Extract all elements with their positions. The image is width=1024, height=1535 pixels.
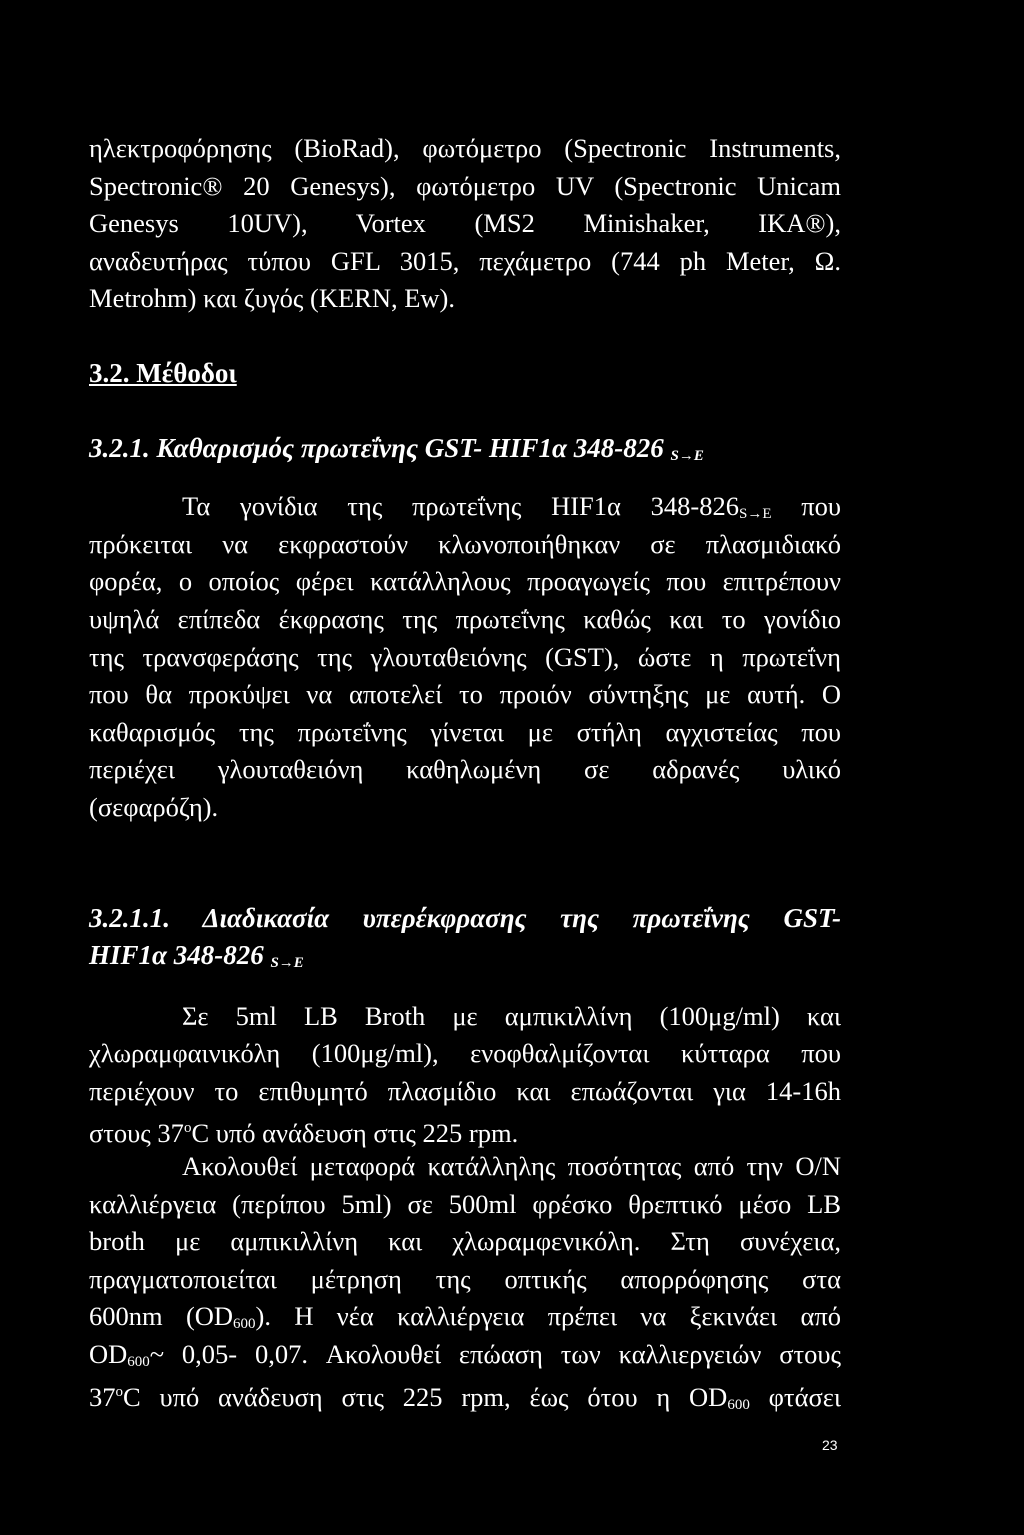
text-span: στους 37 — [89, 1118, 184, 1149]
text-line: αναδευτήρας τύπου GFL 3015, πεχάμετρο (744 ph Meter, Ω. — [89, 245, 841, 276]
superscript: o — [183, 1120, 192, 1137]
text-span: 600nm (OD — [89, 1301, 234, 1332]
page-number: 23 — [822, 1437, 838, 1453]
subscript: 600 — [233, 1316, 256, 1333]
text-line: broth με αμπικιλλίνη και χλωραμφενικόλη. Στη συνέχεια, — [89, 1226, 841, 1257]
text-span: 37 — [89, 1381, 116, 1412]
text-line: πρόκειται να εκφραστούν κλωνοποιήθηκαν σε πλασμιδιακό — [89, 528, 841, 559]
subsection-heading-text: 3.2.1. Καθαρισμός πρωτεΐνης GST- HIF1α 348-826 — [89, 432, 664, 463]
text-span: C υπό ανάδευση στις 225 rpm. — [191, 1118, 519, 1149]
text-line: Ακολουθεί μεταφορά κατάλληλης ποσότητας από την O/N — [182, 1151, 841, 1182]
subsubsection-heading-line — [89, 937, 841, 975]
text-line: πραγματοποιείται μέτρηση της οπτικής απορρόφησης στα — [89, 1263, 841, 1294]
paragraph-transfer — [89, 1148, 841, 1411]
text-span: OD — [89, 1339, 128, 1370]
text-span: φτάσει — [749, 1381, 841, 1412]
text-line: (σεφαρόζη). — [89, 791, 219, 822]
text-span: που — [771, 491, 842, 522]
paragraph-culture — [89, 998, 841, 1148]
text-line — [89, 1298, 841, 1336]
text-line — [89, 1110, 841, 1148]
subscript: 600 — [727, 1396, 750, 1413]
text-line: της τρανσφεράσης της γλουταθειόνης (GST), ώστε η πρωτεΐνη — [89, 641, 841, 672]
subscript: 600 — [127, 1354, 150, 1371]
text-line: ηλεκτροφόρησης (BioRad), φωτόμετρο (Spectronic Instruments, — [89, 133, 841, 163]
superscript: o — [115, 1383, 123, 1400]
text-line: Genesys 10UV), Vortex (MS2 Minishaker, IKA®), — [89, 208, 841, 239]
text-line: φορέα, ο οποίος φέρει κατάλληλους προαγωγείς που επιτρέπουν — [89, 566, 841, 597]
text-line: Metrohm) και ζυγός (KERN, Ew). — [89, 283, 455, 314]
text-line: καθαρισμός της πρωτεΐνης γίνεται με στήλη αγχιστείας που — [89, 716, 841, 747]
text-span: HIF1α 348-826 — [89, 940, 264, 971]
text-line: περιέχουν το επιθυμητό πλασμίδιο και επωάζονται για 14-16h — [89, 1075, 841, 1106]
text-span: Τα γονίδια της πρωτεΐνης HIF1α 348-826 — [182, 491, 739, 522]
text-line — [89, 1336, 841, 1374]
subsubsection-heading-line: 3.2.1.1. Διαδικασία υπερέκφρασης της πρωτεΐνης GST- — [89, 902, 841, 933]
section-heading-text: 3.2. Μέθοδοι — [89, 357, 237, 388]
subsubsection-heading — [89, 900, 841, 975]
text-line — [89, 488, 841, 526]
text-line: υψηλά επίπεδα έκφρασης της πρωτεΐνης καθώς και το γονίδιο — [89, 603, 841, 634]
text-line — [89, 1374, 841, 1412]
text-line: χλωραμφαινικόλη (100μg/ml), ενοφθαλμίζονται κύτταρα που — [89, 1038, 841, 1069]
text-line: που θα προκύψει να αποτελεί το προιόν σύντηξης με αυτή. Ο — [89, 679, 841, 710]
text-line: Σε 5ml LB Broth με αμπικιλλίνη (100μg/ml) και — [182, 1000, 841, 1031]
text-line: περιέχει γλουταθειόνη καθηλωμένη σε αδρανές υλικό — [89, 754, 841, 785]
subsection-heading — [89, 430, 841, 468]
paragraph-equipment — [89, 130, 841, 318]
text-line: καλλιέργεια (περίπου 5ml) σε 500ml φρέσκο θρεπτικό μέσο LB — [89, 1188, 841, 1219]
text-span: C υπό ανάδευση στις 225 rpm, έως ότου η OD — [123, 1381, 728, 1412]
subsection-heading-subscript: S→E — [670, 447, 704, 464]
paragraph-gene-cloning — [89, 488, 841, 826]
text-span: ). Η νέα καλλιέργεια πρέπει να ξεκινάει από — [255, 1301, 841, 1332]
text-span: ~ 0,05- 0,07. Ακολουθεί επώαση των καλλιεργειών στους — [149, 1339, 841, 1370]
subscript: S→E — [739, 506, 772, 523]
text-line: Spectronic® 20 Genesys), φωτόμετρο UV (Spectronic Unicam — [89, 170, 841, 201]
section-heading — [89, 355, 841, 393]
document-page — [89, 130, 841, 1411]
subscript: S→E — [270, 955, 304, 972]
